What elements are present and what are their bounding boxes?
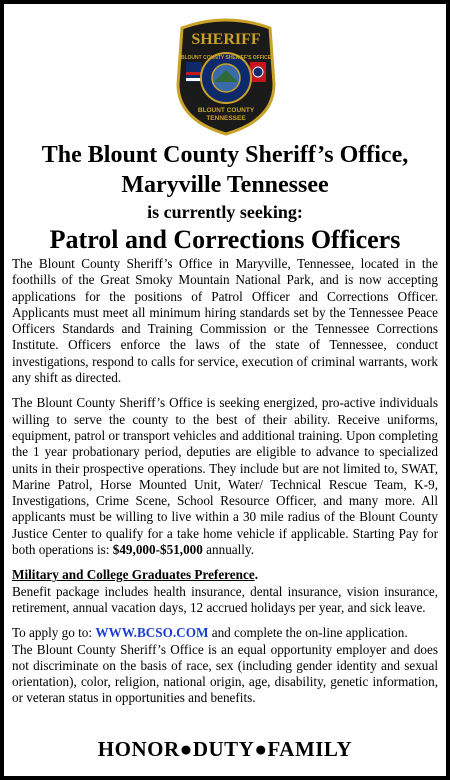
headline-city: Maryville Tennessee bbox=[121, 172, 329, 198]
military-preference-heading: Military and College Graduates Preference bbox=[12, 567, 255, 583]
headline-office: The Blount County Sheriff’s Office, bbox=[41, 142, 409, 168]
headline-seeking: is currently seeking: bbox=[147, 202, 303, 222]
headline-positions: Patrol and Corrections Officers bbox=[49, 225, 401, 254]
paragraph-requirements bbox=[12, 395, 438, 558]
starting-pay: $49,000-$51,000 bbox=[112, 542, 203, 558]
apply-suffix: and complete the on-line application. bbox=[208, 625, 408, 641]
job-ad bbox=[4, 4, 446, 776]
paragraph-requirements-end: annually. bbox=[202, 542, 255, 558]
badge-top-text: SHERIFF bbox=[191, 31, 261, 48]
apply-line bbox=[12, 625, 438, 641]
motto: HONOR●DUTY●FAMILY bbox=[97, 737, 353, 761]
badge-bottom-text-2: TENNESSEE bbox=[206, 115, 246, 122]
military-preference bbox=[12, 567, 438, 583]
paragraph-eeo: The Blount County Sheriff’s Office is an equal opportunity employer and does not discriminate on the basis of race, sex (including gender identity and sexual orientation), color, religion, national origin, age, disability, genetic information, or veteran status in opportunities and benefits. bbox=[12, 641, 438, 706]
sheriff-badge bbox=[174, 14, 278, 136]
badge-bottom-text-1: BLOUNT COUNTY bbox=[197, 107, 255, 114]
apply-prefix: To apply go to: bbox=[12, 625, 96, 641]
apply-link[interactable]: WWW.BCSO.COM bbox=[95, 625, 209, 641]
badge-ring-text: BLOUNT COUNTY SHERIFF'S OFFICE bbox=[180, 55, 272, 61]
military-preference-period: . bbox=[254, 567, 258, 583]
paragraph-requirements-text: The Blount County Sheriff’s Office is seeking energized, pro-active individuals willing to serve the county to the best of their ability. Receive uniforms, equipment, patrol or transport vehicles and additional training. Upon completing the 1 year probationary period, deputies are eligible to advance to specialized units in their prospective operations. They include but are not limited to, SWAT, Marine Patrol, Horse Mounted Unit, Water/ Technical Rescue Team, K-9, Investigations, Crime Scene, School Resource Officer, and many more. All applicants must be willing to live within a 30 mile radius of the Blount County Justice Center to qualify for a take home vehicle if applicable. Starting Pay for both operations is: bbox=[12, 395, 438, 558]
paragraph-benefits: Benefit package includes health insurance, dental insurance, vision insurance, retirement, annual vacation days, 12 accrued holidays per year, and sick leave. bbox=[12, 583, 438, 615]
paragraph-intro: The Blount County Sheriff’s Office in Maryville, Tennessee, located in the foothills of the Great Smoky Mountain National Park, and is now accepting applications for the positions of Patrol Officer and Corrections Officer. Applicants must meet all minimum hiring standards set by the Tennessee Peace Officers Standards and Training Commission or the Tennessee Corrections Institute. Officers enforce the laws of the state of Tennessee, conduct investigations, respond to calls for service, execution of criminal warrants, work any shift as directed. bbox=[12, 256, 438, 386]
ad-body bbox=[12, 256, 438, 716]
